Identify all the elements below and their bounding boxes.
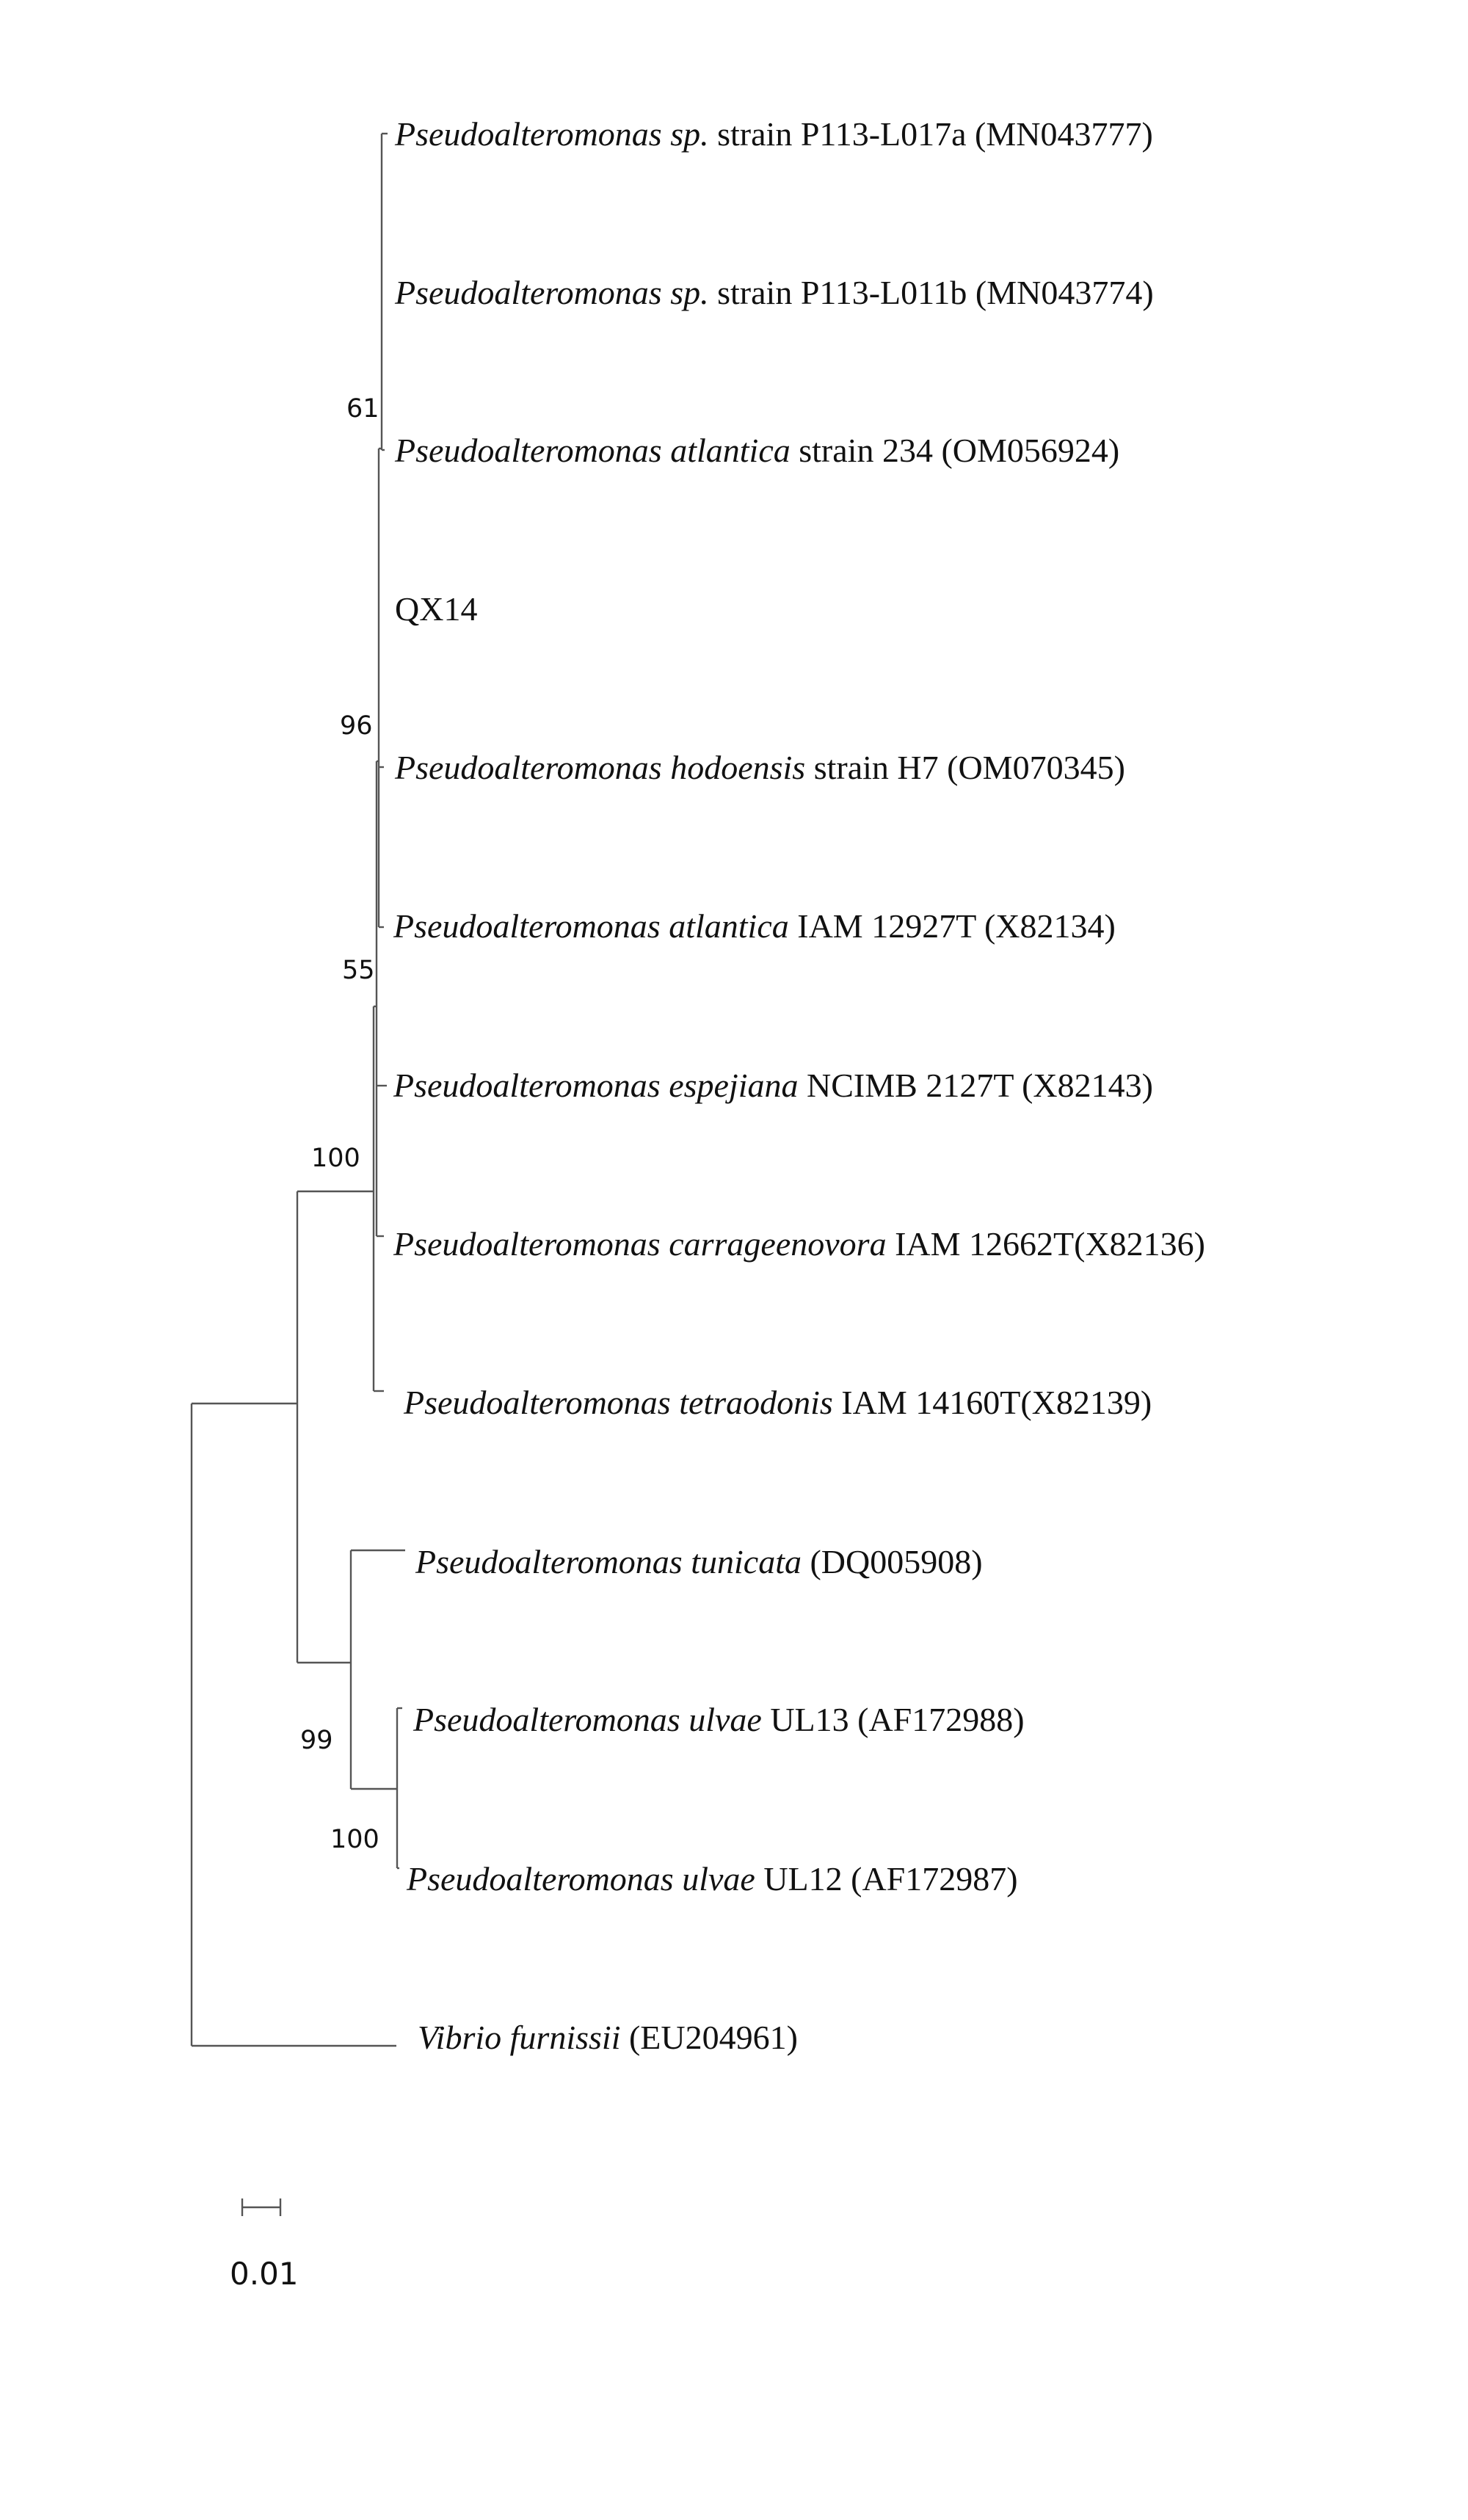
bootstrap-value: 99 (300, 1726, 333, 1755)
taxon-labels (393, 115, 1205, 2056)
bootstrap-values (300, 394, 379, 1854)
taxon-label: Pseudoalteromonas carrageenovora IAM 12662T(X82136) (393, 1225, 1205, 1263)
taxon-label: Pseudoalteromonas atlantica strain 234 (OM056924) (395, 432, 1120, 469)
taxon-label: Pseudoalteromonas espejiana NCIMB 2127T (X82143) (393, 1067, 1153, 1104)
taxon-label: Pseudoalteromonas ulvae UL12 (AF172987) (407, 1860, 1018, 1898)
taxon-label: Pseudoalteromonas tetraodonis IAM 14160T(X82139) (404, 1384, 1152, 1421)
bootstrap-value: 96 (340, 711, 373, 741)
taxon-label: Pseudoalteromonas ulvae UL13 (AF172988) (413, 1701, 1025, 1738)
taxon-label: Pseudoalteromonas sp. strain P113-L011b (MN043774) (395, 274, 1154, 311)
taxon-label: Pseudoalteromonas atlantica IAM 12927T (X82134) (393, 907, 1116, 945)
taxon-label: Pseudoalteromonas sp. strain P113-L017a (MN043777) (395, 115, 1153, 153)
taxon-label: Pseudoalteromonas hodoensis strain H7 (OM070345) (395, 749, 1125, 786)
taxon-label: Pseudoalteromonas tunicata (DQ005908) (415, 1543, 983, 1580)
taxon-label: Vibrio furnissii (EU204961) (418, 2019, 798, 2056)
bootstrap-value: 100 (330, 1825, 379, 1854)
tree-branches (192, 134, 405, 2216)
bootstrap-value: 55 (342, 956, 375, 985)
bootstrap-value: 61 (346, 394, 379, 424)
scale-bar-label: 0.01 (230, 2256, 299, 2292)
bootstrap-value: 100 (311, 1144, 360, 1173)
taxon-label: QX14 (395, 590, 478, 628)
